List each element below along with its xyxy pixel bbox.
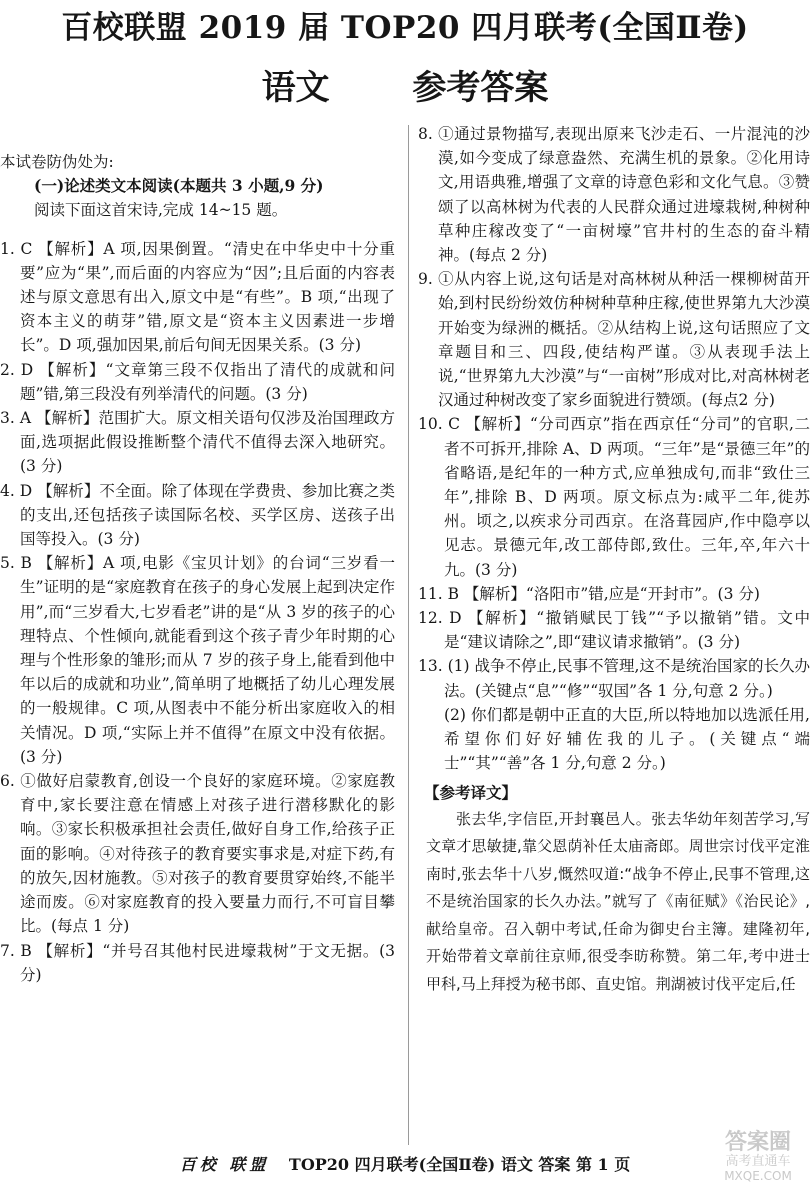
- footer-text: TOP20 四月联考(全国Ⅱ卷) 语文 答案 第 1 页: [288, 1155, 631, 1174]
- answer-13-part-2: (2) 你们都是朝中正直的大臣,所以特地加以选派任用,希望你们好好辅佐我的儿子。(关键点“端士”“其”“善”各 1 分,句意 2 分。): [444, 705, 810, 773]
- column-divider: [408, 125, 409, 1145]
- page-title: 百校联盟 2019 届 TOP20 四月联考(全国Ⅱ卷): [61, 10, 749, 46]
- answer-11: 11. B 【解析】“洛阳市”错,应是“开封市”。(3 分): [418, 584, 760, 603]
- answer-2: 2. D 【解析】“文章第三段不仅指出了清代的成就和问题”错,第三段没有列举清代的问题。(3 分): [0, 360, 395, 403]
- answer-8: 8. ①通过景物描写,表现出原来飞沙走石、一片混沌的沙漠,如今变成了绿意盎然、充满生机的景象。②化用诗文,用语典雅,增强了文章的诗意色彩和文化气息。③赞颂了以高林树为代表的人民群众通过进壕栽树,种树种草种庄稼改变了“一亩树壕”官井村的生态的奋斗精神。(每点 2 分): [418, 125, 810, 265]
- right-column: [418, 122, 810, 998]
- page-subtitle: 语文 参考答案: [261, 68, 549, 108]
- watermark-main: 答案圈: [724, 1130, 791, 1155]
- section-heading: (一)论述类文本阅读(本题共 3 小题,9 分): [34, 176, 324, 196]
- anti-counterfeit-note: 本试卷防伪处为:: [0, 153, 114, 171]
- page-footer: [0, 1152, 810, 1175]
- reference-translation-heading: 【参考译文】: [424, 783, 518, 803]
- answer-13-part-1: 13. (1) 战争不停止,民事不管理,这不是统治国家的长久办法。(关键点“息”“修”“驭国”各 1 分,句意 2 分。): [418, 657, 810, 700]
- watermark-url: MXQE.COM: [724, 1169, 792, 1184]
- watermark-sub: 高考直通车: [725, 1154, 791, 1170]
- left-column: [0, 122, 395, 987]
- answer-4: 4. D 【解析】不全面。除了体现在学费贵、参加比赛之类的支出,还包括孩子读国际名校、买学区房、送孩子出国等投入。(3 分): [0, 481, 395, 549]
- answer-12: 12. D 【解析】“撤销赋民丁钱”“予以撤销”错。文中是“建议请除之”,即“建议请求撤销”。(3 分): [418, 609, 810, 652]
- reference-translation: 张去华,字信臣,开封襄邑人。张去华幼年刻苦学习,写文章才思敏捷,靠父恩荫补任太庙斋郎。周世宗讨伐平定淮南时,张去华十八岁,慨然叹道:“战争不停止,民事不管理,这不是统治国家的长久办法。”就写了《南征赋》《治民论》,献给皇帝。召入朝中考试,任命为御史台主簿。建隆初年,开始带着文章前往京师,很受李昉称赞。第二年,考中进士甲科,马上拜授为秘书郎、直史馆。荆湖被讨伐平定后,任: [426, 809, 810, 993]
- footer-logo: 百校 联盟: [179, 1155, 270, 1174]
- answer-1: 1. C 【解析】A 项,因果倒置。“清史在中华史中十分重要”应为“果”,而后面的内容应为“因”;且后面的内容表述与原文意思有出入,原文中是“有些”。B 项,“出现了资本主义的萌芽”错,原文是“资本主义因素进一步增长”。D 项,强加因果,前后句间无因果关系。(3 分): [0, 239, 395, 355]
- watermark-badge: [712, 1130, 804, 1184]
- answer-7: 7. B 【解析】“并号召其他村民进壕栽树”于文无据。(3 分): [0, 941, 395, 984]
- answer-5: 5. B 【解析】A 项,电影《宝贝计划》的台词“三岁看一生”证明的是“家庭教育在孩子的身心发展上起到决定作用”,而“三岁看大,七岁看老”讲的是“从 3 岁的孩子的心理特点、个性倾向,就能看到这个孩子青少年时期的心理与个性形象的雏形;而从 7 岁的孩子身上,能看到他中年以后的成就和功业”,简单明了地概括了幼儿心理发展的一般规律。C 项,从图表中不能分析出家庭收入的相关情况。D 项,“实际上并不值得”在原文中没有依据。(3 分): [0, 554, 395, 766]
- answer-9: 9. ①从内容上说,这句话是对高林树从种活一棵柳树苗开始,到村民纷纷效仿种树种草种庄稼,使世界第九大沙漠开始变为绿洲的概括。②从结构上说,这句话照应了文章题目和三、四段,使结构严谨。③从表现手法上说,“世界第九大沙漠”与“一亩树”形成对比,对高林树老汉通过种树改变了家乡面貌进行赞颂。(每点2 分): [418, 270, 810, 410]
- reading-instruction: 阅读下面这首宋诗,完成 14~15 题。: [34, 201, 288, 220]
- answer-10: 10. C 【解析】“分司西京”指在西京任“分司”的官职,二者不可拆开,排除 A、D 两项。“三年”是“景德三年”的省略语,是纪年的一种方式,应单独成句,而非“致仕三年”,排除 B、D 两项。原文标点为:咸平二年,徙苏州。顷之,以疾求分司西京。在洛葺园庐,作中隐亭以见志。景德元年,改工部侍郎,致仕。三年,卒,年六十九。(3 分): [418, 415, 810, 579]
- answer-6: 6. ①做好启蒙教育,创设一个良好的家庭环境。②家庭教育中,家长要注意在情感上对孩子进行潜移默化的影响。③家长积极承担社会责任,做好自身工作,给孩子正面的影响。④对待孩子的教育要实事求是,对症下药,有的放矢,因材施教。⑤对孩子的教育要贯穿始终,不能半途而废。⑥对家庭教育的投入要量力而行,不可盲目攀比。(每点 1 分): [0, 772, 395, 936]
- answer-3: 3. A 【解析】范围扩大。原文相关语句仅涉及治国理政方面,选项据此假设推断整个清代不值得去深入地研究。(3 分): [0, 409, 395, 476]
